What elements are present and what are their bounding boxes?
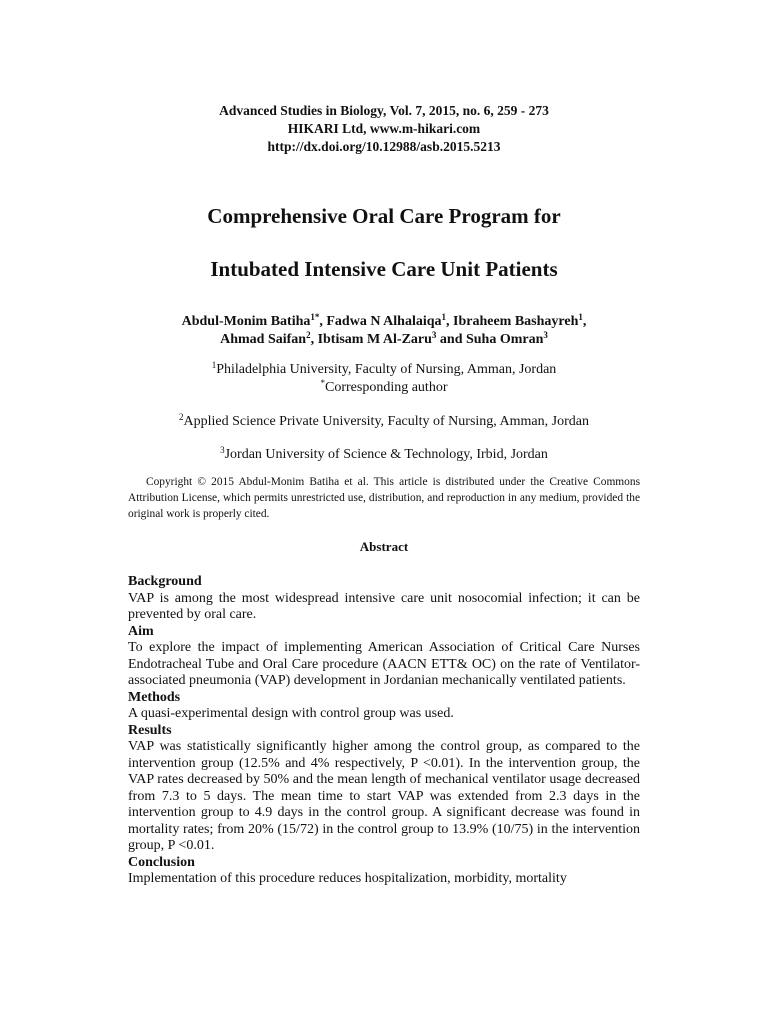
results-text: VAP was statistically significantly higher among the control group, as compared to the intervention group (12.5% and 4% respectively, P <0.01). In the intervention group, the VAP rates decreased by 50% and the mean length of mechanical ventilator usage decreased from 7.3 to 5 days. The mean time to start VAP was extended from 2.3 days in the intervention group to 4.9 days in the control group. A significant decrease was found in mortality rates; from 20% (15/72) in the control group to 13.9% (10/75) in the intervention group, P <0.01. — [128, 739, 640, 853]
author-name: , Ibraheem Bashayreh — [446, 314, 579, 329]
doi-link[interactable]: http://dx.doi.org/10.12988/asb.2015.5213 — [267, 139, 501, 154]
affiliation-text: Jordan University of Science & Technology, Irbid, Jordan — [224, 447, 548, 462]
author-separator: , — [582, 314, 587, 329]
author-name: , Ibtisam M Al-Zaru — [310, 332, 432, 347]
author-name: Abdul-Monim Batiha — [181, 314, 311, 329]
journal-citation: Advanced Studies in Biology, Vol. 7, 2015, no. 6, 259 - 273 — [219, 103, 549, 118]
author-affiliation-mark: 2 — [306, 330, 311, 340]
abstract-body — [128, 574, 640, 888]
corresponding-text: Corresponding author — [325, 380, 448, 395]
affiliation-mark: 2 — [179, 412, 184, 422]
affiliation-mark: 3 — [220, 445, 225, 455]
copyright-notice — [128, 474, 640, 522]
author-name: and Suha Omran — [436, 332, 544, 347]
author-affiliation-mark: 1* — [310, 312, 320, 322]
affiliation-text: Applied Science Private University, Faculty of Nursing, Amman, Jordan — [183, 414, 589, 429]
author-list — [0, 313, 768, 349]
paper-title-line-2: Intubated Intensive Care Unit Patients — [210, 257, 558, 281]
paper-title-line-1: Comprehensive Oral Care Program for — [207, 204, 561, 228]
author-affiliation-mark: 1 — [441, 312, 447, 322]
copyright-text: Copyright © 2015 Abdul-Monim Batiha et al. This article is distributed under the Creative Commons Attribution License, which permits unrestricted use, distribution, and reproduction in any medium, provided the original work is properly cited. — [128, 476, 640, 520]
affiliation-mark: 1 — [211, 360, 217, 370]
conclusion-heading: Conclusion — [128, 854, 195, 870]
conclusion-text: Implementation of this procedure reduces hospitalization, morbidity, mortality — [128, 871, 567, 886]
corresponding-mark: * — [320, 378, 325, 388]
affiliation-text: Philadelphia University, Faculty of Nursing, Amman, Jordan — [216, 362, 557, 377]
aim-text: To explore the impact of implementing American Association of Critical Care Nurses Endotracheal Tube and Oral Care procedure (AACN ETT& OC) on the rate of Ventilator-associated pneumonia (VAP) development in Jordanian mechanically ventilated patients. — [128, 640, 640, 688]
methods-text: A quasi-experimental design with control group was used. — [128, 706, 454, 721]
author-line-1 — [0, 313, 768, 331]
background-text: VAP is among the most widespread intensive care unit nosocomial infection; it can be prevented by oral care. — [128, 590, 640, 622]
affiliation-3 — [0, 446, 768, 464]
affiliation-1 — [0, 361, 768, 379]
author-affiliation-mark: 3 — [431, 330, 437, 340]
abstract-heading: Abstract — [359, 539, 409, 554]
aim-heading: Aim — [128, 623, 154, 639]
affiliation-2 — [0, 413, 768, 431]
author-name: , Fadwa N Alhalaiqa — [319, 314, 442, 329]
author-line-2 — [0, 331, 768, 349]
corresponding-author-note — [0, 379, 768, 397]
methods-heading: Methods — [128, 689, 181, 705]
journal-header — [0, 102, 768, 156]
results-heading: Results — [128, 722, 172, 738]
author-affiliation-mark: 1 — [578, 312, 583, 322]
background-heading: Background — [128, 574, 202, 589]
author-name: Ahmad Saifan — [220, 332, 307, 347]
author-affiliation-mark: 3 — [543, 330, 548, 340]
publisher-line: HIKARI Ltd, www.m-hikari.com — [287, 121, 481, 136]
